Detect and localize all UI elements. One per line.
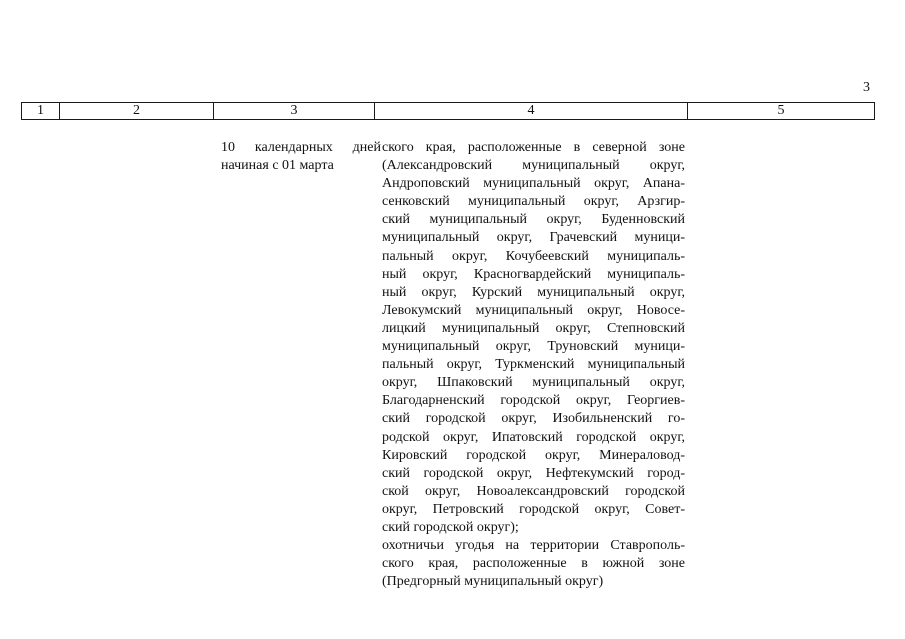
text-line: сенковский муниципальный округ, Арзгир- — [382, 194, 685, 210]
header-row — [22, 103, 875, 120]
text-line: ский муниципальный округ, Буденновский — [382, 212, 685, 228]
hunting-period — [221, 139, 381, 175]
text-line: Андроповский муниципальный округ, Апана- — [382, 176, 685, 192]
text-line: ский городской округ, Изобильненский го- — [382, 411, 685, 427]
text-line: ской округ, Новоалександровский городской — [382, 483, 685, 499]
text-line: округ, Петровский городской округ, Совет- — [382, 501, 685, 517]
header-cell-2: 2 — [60, 103, 214, 120]
text-line: ского края, расположенные в южной зоне — [382, 556, 685, 572]
text-line: ский городской округ); — [382, 519, 519, 535]
page-number: 3 — [863, 80, 870, 95]
text-line: муниципальный округ, Труновский муници- — [382, 339, 685, 355]
text-line: (Предгорный муниципальный округ) — [382, 574, 604, 590]
header-cell-5: 5 — [688, 103, 875, 120]
text-line: Благодарненский городской округ, Георгиев- — [382, 393, 685, 409]
text-line: Кировский городской округ, Минераловод- — [382, 447, 685, 463]
text-line: родской округ, Ипатовский городской округ, — [382, 429, 685, 445]
hunting-grounds-description — [382, 139, 685, 591]
header-cell-3: 3 — [214, 103, 375, 120]
text-line: (Александровский муниципальный округ, — [382, 158, 685, 174]
text-line: пальный округ, Кочубеевский муниципаль- — [382, 248, 685, 264]
text-line: лицкий муниципальный округ, Степновский — [382, 320, 685, 336]
text-line: муниципальный округ, Грачевский муници- — [382, 230, 685, 246]
header-cell-4: 4 — [375, 103, 688, 120]
column-number-header — [21, 102, 875, 120]
header-cell-1: 1 — [22, 103, 60, 120]
text-line: ского края, расположенные в северной зоне — [382, 140, 685, 155]
text-line: округ, Шпаковский муниципальный округ, — [382, 375, 685, 391]
text-line: ный округ, Красногвардейский муниципаль- — [382, 266, 685, 282]
text-line: ский городской округ, Нефтекумский город- — [382, 465, 685, 481]
period-duration: 10 календарных дней — [221, 140, 381, 155]
text-line: охотничьи угодья на территории Ставрополь- — [382, 538, 685, 554]
text-line: пальный округ, Туркменский муниципальный — [382, 357, 685, 373]
period-start: начиная с 01 марта — [221, 158, 334, 174]
text-line: Левокумский муниципальный округ, Новосе- — [382, 302, 685, 318]
text-line: ный округ, Курский муниципальный округ, — [382, 284, 685, 300]
